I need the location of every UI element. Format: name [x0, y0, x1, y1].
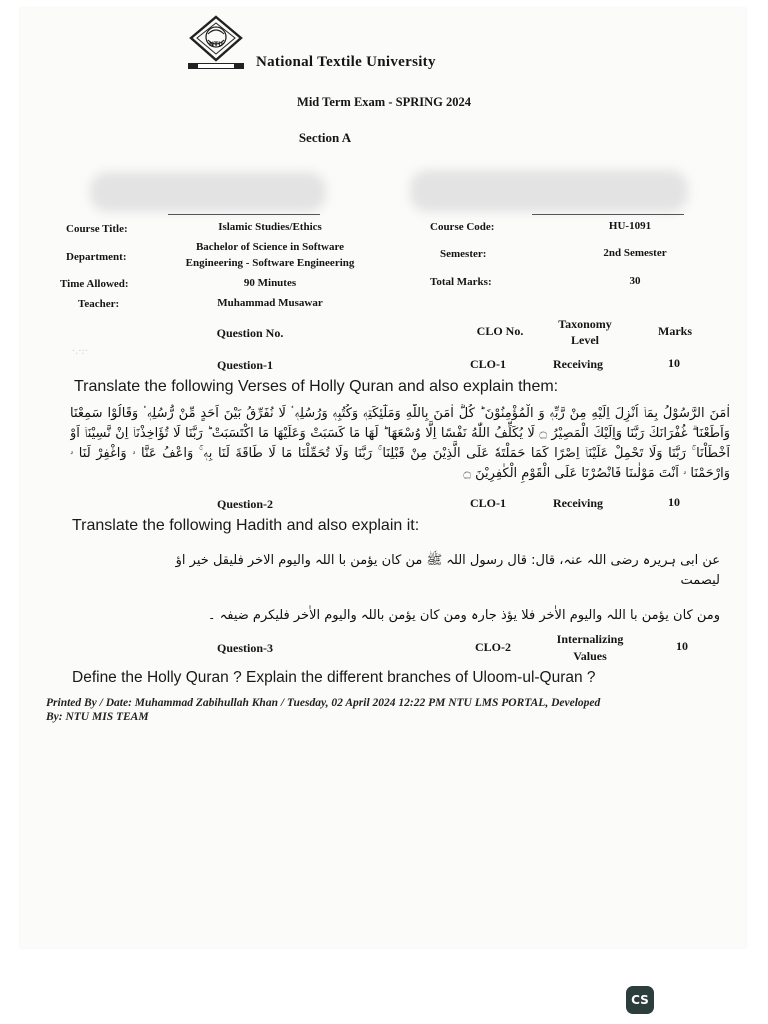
print-footer	[46, 696, 736, 724]
course-title-label: Course Title:	[66, 223, 128, 235]
question-1-label: Question-1	[217, 358, 274, 372]
name-underline	[168, 214, 320, 215]
redacted-student-id	[410, 170, 688, 212]
question-2-clo: CLO-1	[470, 496, 506, 510]
section-title: Section A	[298, 130, 352, 145]
semester-label: Semester:	[440, 248, 487, 260]
hadith-line-3: ومن کان یؤمن با اللہ والیوم الاٰخر فلا یؤذ جارہ ومن کان یؤمن باللہ والیوم الاٰخر فلیکرم ضیفہ ۔	[207, 608, 720, 623]
course-code-value: HU-1091	[608, 220, 652, 232]
question-2-marks: 10	[668, 495, 680, 509]
total-marks-label: Total Marks:	[430, 276, 492, 288]
exam-title: Mid Term Exam - SPRING 2024	[297, 95, 471, 109]
question-1-instruction: Translate the following Verses of Holly Quran and also explain them:	[74, 378, 559, 395]
logo-text: NTU	[209, 41, 223, 48]
question-no-header: Question No.	[216, 326, 284, 340]
id-underline	[532, 214, 684, 215]
faint-pencil-mark: ·.·:·	[72, 346, 89, 357]
redacted-student-name	[90, 172, 326, 212]
department-value-line2: Engineering - Software Engineering	[185, 257, 355, 269]
clo-no-header: CLO No.	[476, 324, 524, 338]
camscanner-badge-icon: CS	[626, 986, 654, 1014]
question-2-label: Question-2	[217, 497, 274, 511]
question-1-taxonomy: Receiving	[553, 357, 603, 371]
taxonomy-header-line2: Level	[571, 333, 599, 347]
department-value-line1: Bachelor of Science in Software	[195, 241, 345, 253]
hadith-line-1: عن ابی ہریرہ رضی اللہ عنہ، قال: قال رسول اللہ ﷺ من کان یؤمن با اللہ والیوم الاخر فلیقل خیر اؤ	[175, 553, 720, 568]
footer-line-1: Printed By / Date: Muhammad Zabihullah Khan / Tuesday, 02 April 2024 12:22 PM NTU LMS PORTAL, Developed	[46, 697, 601, 709]
hadith-line-2: لیصمت	[680, 573, 720, 588]
teacher-label: Teacher:	[78, 298, 120, 310]
question-2-instruction: Translate the following Hadith and also explain it:	[72, 517, 420, 534]
question-3-label: Question-3	[217, 641, 274, 655]
department-label: Department:	[66, 251, 127, 263]
course-code-label: Course Code:	[430, 221, 495, 233]
question-1-clo: CLO-1	[470, 357, 506, 371]
time-allowed-label: Time Allowed:	[60, 278, 129, 290]
question-3-clo: CLO-2	[475, 640, 511, 654]
semester-value: 2nd Semester	[603, 247, 667, 259]
question-3-instruction: Define the Holly Quran ? Explain the different branches of Uloom-ul-Quran ?	[72, 669, 596, 686]
question-1-marks: 10	[668, 356, 680, 370]
quran-verses-text: اٰمَنَ الرَّسُوْلُ بِمَاۤ اُنْزِلَ اِلَيْهِ مِنْ رَّبِّهٖ وَ الْمُؤْمِنُوْنَ ؕ كُلٌّ اٰمَنَ بِاللّٰهِ وَمَلٰٓئِكَتِهٖ وَكُتُبِهٖ وَرُسُلِهٖ ۟ لَا نُفَرِّقُ بَيْنَ اَحَدٍ مِّنْ رُّسُلِهٖ ۟ وَقَالُوْا سَمِعْنَا وَاَطَعْنَا ۗ غُفْرَانَكَ رَبَّنَا وَاِلَيْكَ الْمَصِيْرُ ۝ لَا يُكَلِّفُ اللّٰهُ نَفْسًا اِلَّا وُسْعَهَا ؕ لَهَا مَا كَسَبَتْ وَعَلَيْهَا مَا اكْتَسَبَتْ ؕ رَبَّنَا لَا تُؤَاخِذْنَاۤ اِنْ نَّسِيْنَاۤ اَوْ اَخْطَاْنَا ۚ رَبَّنَا وَلَا تَحْمِلْ عَلَيْنَاۤ اِصْرًا كَمَا حَمَلْتَهٗ عَلَى الَّذِيْنَ مِنْ قَبْلِنَا ۚ رَبَّنَا وَلَا تُحَمِّلْنَا مَا لَا طَاقَةَ لَنَا بِهٖ ۚ وَاعْفُ عَنَّا ۥ وَاغْفِرْ لَنَا ۥ وَارْحَمْنَا ۥ اَنْتَ مَوْلٰٮنَا فَانْصُرْنَا عَلَى الْقَوْمِ الْكٰفِرِيْنَ ۝	[70, 406, 730, 481]
question-3-taxonomy-line2: Values	[573, 649, 607, 663]
taxonomy-header-line1: Taxonomy	[558, 317, 612, 331]
question-3-taxonomy-line1: Internalizing	[556, 632, 624, 646]
teacher-value: Muhammad Musawar	[217, 297, 323, 309]
course-title-value: Islamic Studies/Ethics	[218, 221, 322, 233]
question-3-marks: 10	[676, 639, 688, 653]
time-allowed-value: 90 Minutes	[243, 277, 297, 289]
footer-line-2: By: NTU MIS TEAM	[46, 711, 149, 723]
question-2-taxonomy: Receiving	[553, 496, 603, 510]
marks-header: Marks	[658, 324, 692, 338]
university-name: National Textile University	[256, 54, 436, 70]
total-marks-value: 30	[629, 275, 641, 287]
